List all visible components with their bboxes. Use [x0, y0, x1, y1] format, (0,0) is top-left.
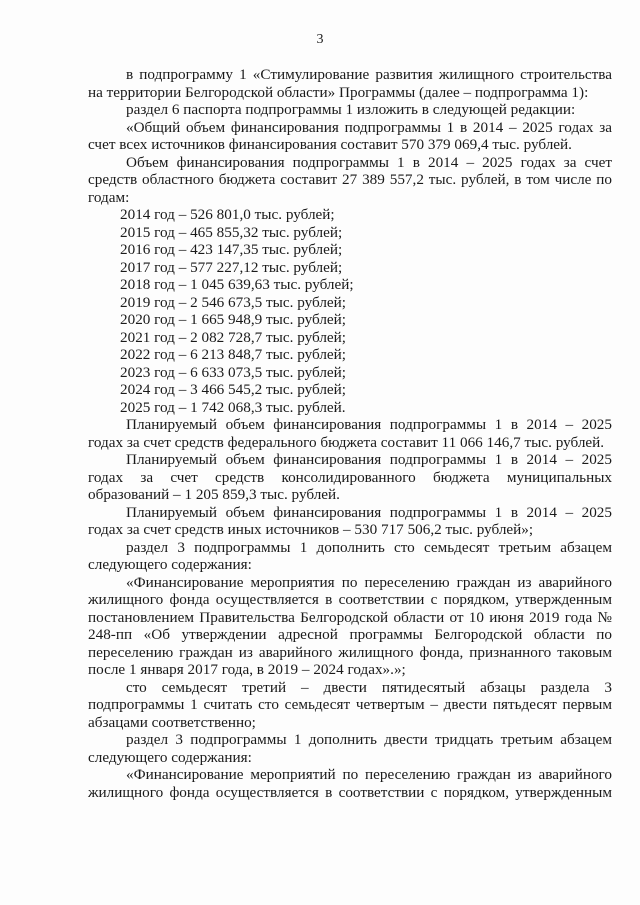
paragraph: Объем финансирования подпрограммы 1 в 2014 – 2025 годах за счет средств областного бюджета составит 27 389 557,2 тыс. рублей, в том числе по годам: — [88, 153, 612, 206]
list-item: 2015 год – 465 855,32 тыс. рублей; — [120, 223, 343, 241]
page-number: 3 — [316, 32, 324, 47]
list-item: 2024 год – 3 466 545,2 тыс. рублей; — [120, 381, 347, 398]
list-item: 2023 год – 6 633 073,5 тыс. рублей; — [120, 363, 347, 381]
paragraph: сто семьдесят третий – двести пятидесятый абзацы раздела 3 подпрограммы 1 считать сто семьдесят четвертым – двести пятьдесят первым абзацами соответственно; — [88, 678, 612, 731]
document-body — [88, 66, 612, 801]
list-item: 2025 год – 1 742 068,3 тыс. рублей. — [120, 398, 346, 416]
paragraph: Планируемый объем финансирования подпрограммы 1 в 2014 – 2025 годах за счет средств федерального бюджета составит 11 066 146,7 тыс. рублей. — [88, 416, 612, 451]
paragraph: Планируемый объем финансирования подпрограммы 1 в 2014 – 2025 годах за счет средств иных источников – 530 717 506,2 тыс. рублей»; — [88, 503, 612, 538]
paragraph: раздел 3 подпрограммы 1 дополнить сто семьдесят третьим абзацем следующего содержания: — [88, 538, 612, 573]
paragraph: «Общий объем финансирования подпрограммы 1 в 2014 – 2025 годах за счет всех источников финансирования составит 570 379 069,4 тыс. рублей. — [88, 118, 612, 153]
funding-by-year-list — [88, 206, 612, 416]
list-item: 2020 год – 1 665 948,9 тыс. рублей; — [120, 311, 347, 328]
list-item: 2019 год – 2 546 673,5 тыс. рублей; — [120, 293, 347, 311]
paragraph: раздел 3 подпрограммы 1 дополнить двести тридцать третьим абзацем следующего содержания: — [88, 731, 612, 766]
list-item: 2017 год – 577 227,12 тыс. рублей; — [120, 258, 343, 276]
list-item: 2022 год – 6 213 848,7 тыс. рублей; — [120, 346, 347, 363]
list-item: 2021 год – 2 082 728,7 тыс. рублей; — [120, 328, 347, 346]
list-item: 2018 год – 1 045 639,63 тыс. рублей; — [120, 276, 354, 293]
paragraph: раздел 6 паспорта подпрограммы 1 изложить в следующей редакции: — [126, 101, 576, 118]
paragraph: «Финансирование мероприятия по переселению граждан из аварийного жилищного фонда осуществляется в соответствии с порядком, утвержденным постановлением Правительства Белгородской области от 10 июня 2019 года № 248-пп «Об утверждении адресной программы Белгородской области по переселению граждан из аварийного жилищного фонда, признанного таковым после 1 января 2017 года, в 2019 – 2024 годах».»; — [88, 573, 612, 678]
list-item: 2016 год – 423 147,35 тыс. рублей; — [120, 241, 343, 258]
list-item: 2014 год – 526 801,0 тыс. рублей; — [120, 206, 335, 223]
paragraph: «Финансирование мероприятий по переселению граждан из аварийного жилищного фонда осуществляется в соответствии с порядком, утвержденным — [88, 766, 612, 801]
paragraph: Планируемый объем финансирования подпрограммы 1 в 2014 – 2025 годах за счет средств консолидированного бюджета муниципальных образований – 1 205 859,3 тыс. рублей. — [88, 451, 612, 503]
paragraph: в подпрограмму 1 «Стимулирование развития жилищного строительства на территории Белгородской области» Программы (далее – подпрограмма 1): — [88, 66, 612, 101]
